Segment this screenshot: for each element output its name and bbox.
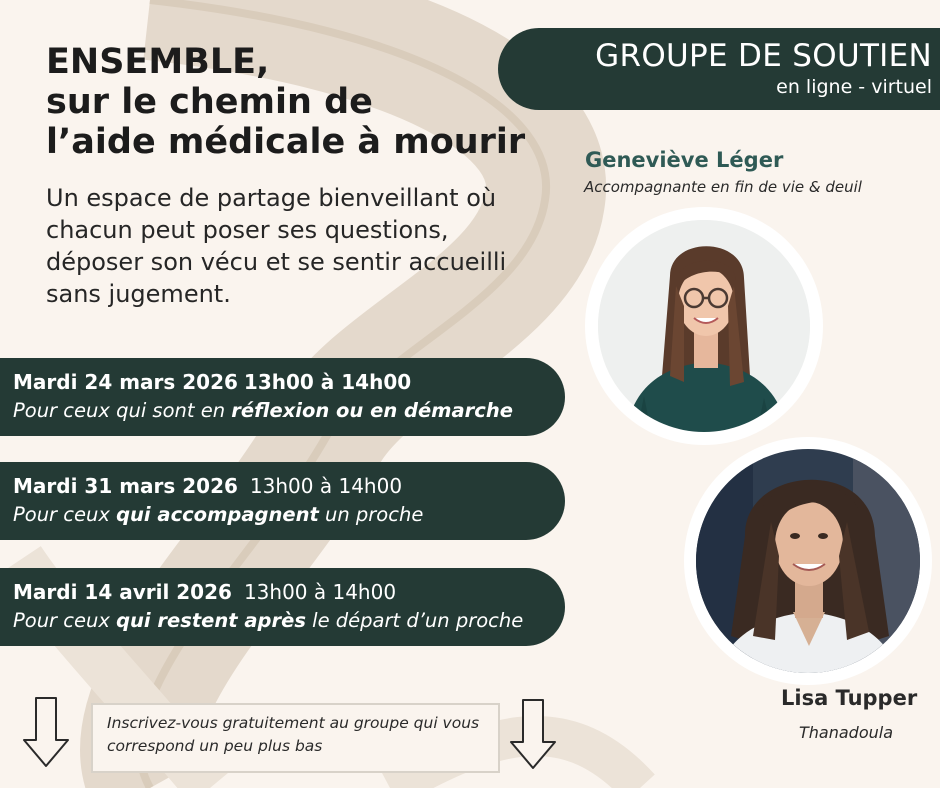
desc-suffix: le départ d’un proche bbox=[305, 609, 524, 632]
badge-title: GROUPE DE SOUTIEN bbox=[595, 38, 932, 74]
session-datetime bbox=[13, 369, 411, 395]
session-date: Mardi 14 avril 2026 bbox=[13, 580, 232, 604]
desc-prefix: Pour ceux bbox=[13, 503, 117, 526]
arrow-down-outline-icon bbox=[509, 698, 557, 770]
desc-prefix: Pour ceux bbox=[13, 609, 117, 632]
page-title bbox=[46, 42, 546, 162]
session-card-1 bbox=[0, 358, 565, 436]
session-card-2 bbox=[0, 462, 565, 540]
title-line-3: l’aide médicale à mourir bbox=[46, 122, 526, 162]
desc-prefix: Pour ceux qui sont en bbox=[13, 399, 232, 422]
session-datetime bbox=[13, 579, 396, 605]
session-description bbox=[13, 398, 513, 424]
person-role-lisa: Thanadoula bbox=[799, 723, 893, 742]
session-time: 13h00 à 14h00 bbox=[243, 370, 412, 394]
session-description bbox=[13, 502, 423, 528]
portrait-photo-lisa bbox=[683, 436, 933, 686]
person-name-genevieve: Geneviève Léger bbox=[585, 148, 784, 172]
intro-text: Un espace de partage bienveillant où chacun peut poser ses questions, déposer son vécu et se sentir accueilli sans jugement. bbox=[46, 184, 507, 308]
person-name-lisa: Lisa Tupper bbox=[781, 686, 918, 710]
desc-emphasis: réflexion ou en démarche bbox=[231, 399, 513, 422]
session-date: Mardi 24 mars 2026 bbox=[13, 370, 238, 394]
session-time: 13h00 à 14h00 bbox=[243, 580, 397, 604]
arrow-down-outline-icon bbox=[22, 696, 70, 768]
support-group-badge bbox=[498, 28, 940, 110]
session-date: Mardi 31 mars 2026 bbox=[13, 474, 238, 498]
signup-note bbox=[91, 703, 500, 773]
session-datetime bbox=[13, 473, 402, 499]
title-line-1: ENSEMBLE, bbox=[46, 42, 270, 82]
badge-subtitle: en ligne - virtuel bbox=[776, 76, 932, 98]
portrait-photo-genevieve bbox=[584, 206, 824, 446]
title-line-2: sur le chemin de bbox=[46, 82, 373, 122]
desc-suffix: un proche bbox=[318, 503, 424, 526]
desc-emphasis: qui restent après bbox=[116, 609, 306, 632]
desc-emphasis: qui accompagnent bbox=[116, 503, 319, 526]
signup-line-2: correspond un peu plus bas bbox=[107, 737, 323, 755]
session-card-3 bbox=[0, 568, 565, 646]
signup-line-1: Inscrivez-vous gratuitement au groupe qui vous bbox=[107, 714, 480, 732]
session-time: 13h00 à 14h00 bbox=[249, 474, 403, 498]
person-role-genevieve: Accompagnante en fin de vie & deuil bbox=[584, 178, 862, 196]
session-description bbox=[13, 608, 523, 634]
